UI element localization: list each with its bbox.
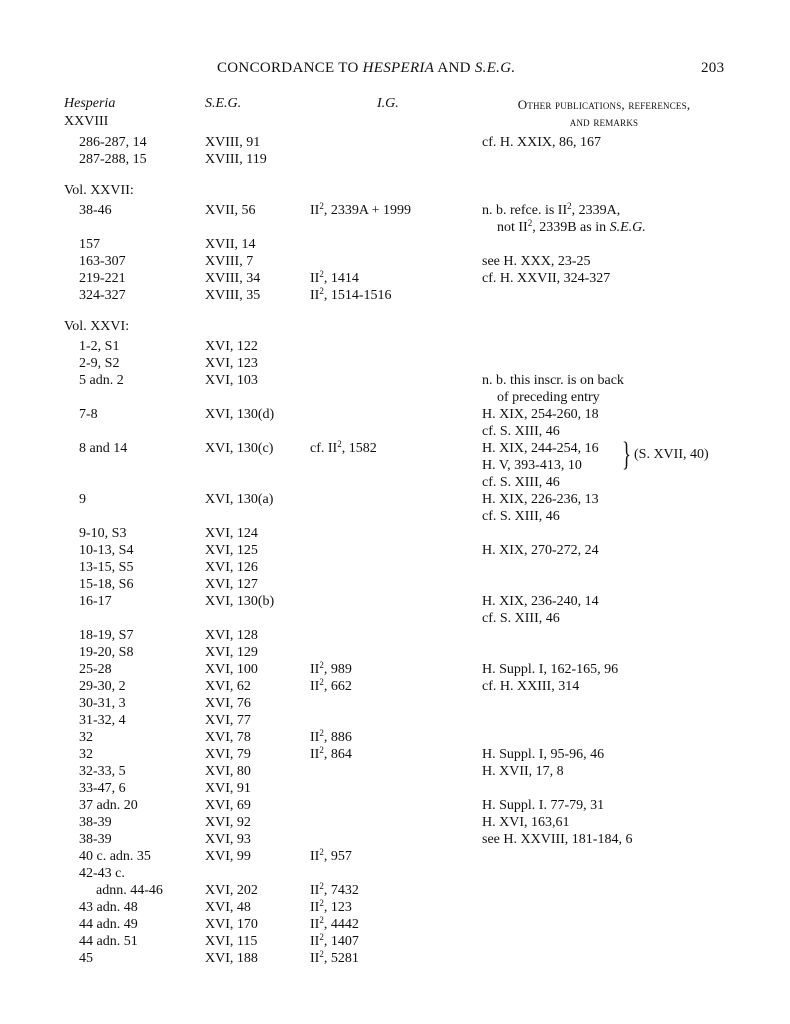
seg-cell: XVII, 56 [205, 203, 256, 218]
seg-cell: XVI, 99 [205, 849, 251, 864]
remark-cell: H. XVI, 163,61 [482, 815, 570, 830]
hesperia-cell: 157 [79, 237, 100, 252]
seg-cell: XVI, 124 [205, 526, 258, 541]
remark-cell: see H. XXVIII, 181-184, 6 [482, 832, 633, 847]
title-and: AND [434, 60, 475, 76]
seg-cell: XVIII, 34 [205, 271, 261, 286]
remark-cell: cf. H. XXIII, 314 [482, 679, 580, 694]
hesperia-cell: 219-221 [79, 271, 126, 286]
seg-cell: XVI, 100 [205, 662, 258, 677]
remark-cell: H. Suppl. I, 95-96, 46 [482, 747, 605, 762]
seg-cell: XVI, 78 [205, 730, 251, 745]
remark-continuation: cf. S. XIII, 46 [482, 611, 560, 626]
seg-cell: XVI, 77 [205, 713, 251, 728]
remark-cell: n. b. this inscr. is on back [482, 373, 624, 388]
seg-cell: XVI, 130(d) [205, 407, 275, 422]
remark-cell: see H. XXX, 23-25 [482, 254, 591, 269]
ig-cell: $II^2$, 864 [310, 745, 352, 762]
seg-cell: XVI, 130(a) [205, 492, 274, 507]
seg-cell: XVI, 92 [205, 815, 251, 830]
seg-cell: XVI, 93 [205, 832, 251, 847]
hesperia-cell: 25-28 [79, 662, 112, 677]
remark-continuation: not $II^2$, 2339B as in S.E.G. [497, 218, 646, 235]
seg-cell: XVIII, 7 [205, 254, 254, 269]
seg-cell: XVI, 62 [205, 679, 251, 694]
hesperia-cell: 19-20, S8 [79, 645, 134, 660]
seg-cell: XVI, 127 [205, 577, 258, 592]
hesperia-cell: 32 [79, 730, 93, 745]
title-hesperia: HESPERIA [362, 60, 435, 76]
hesperia-cell: 43 adn. 48 [79, 900, 138, 915]
column-header-other [479, 96, 729, 130]
hesperia-cell: 38-39 [79, 832, 112, 847]
hesperia-cell: 45 [79, 951, 93, 966]
hesperia-cell: 32 [79, 747, 93, 762]
hesperia-cell: 44 adn. 51 [79, 934, 138, 949]
seg-cell: XVI, 125 [205, 543, 258, 558]
hesperia-cell: 9-10, S3 [79, 526, 127, 541]
seg-cell: XVI, 103 [205, 373, 258, 388]
column-header-ig: I.G. [377, 96, 399, 111]
hesperia-cell: 32-33, 5 [79, 764, 126, 779]
brace-symbol: } [622, 436, 631, 473]
title-prefix: CONCORDANCE TO [217, 60, 363, 76]
hesperia-cell: 324-327 [79, 288, 126, 303]
volume-heading-xxvi: Vol. XXVI: [64, 319, 130, 334]
hesperia-cell: 18-19, S7 [79, 628, 134, 643]
seg-cell: XVIII, 91 [205, 135, 261, 150]
seg-cell: XVI, 69 [205, 798, 251, 813]
page-number: 203 [701, 60, 725, 76]
seg-cell: XVI, 76 [205, 696, 251, 711]
seg-cell: XVI, 48 [205, 900, 251, 915]
hesperia-cell: adnn. 44-46 [96, 883, 163, 898]
hesperia-cell: 286-287, 14 [79, 135, 147, 150]
title-seg: S.E.G. [474, 60, 516, 76]
seg-cell: XVI, 130(c) [205, 441, 274, 456]
seg-cell: XVII, 14 [205, 237, 256, 252]
seg-cell: XVI, 80 [205, 764, 251, 779]
volume-heading-xxviii: XXVIII [64, 114, 109, 129]
ig-cell: cf. $II^2$, 1582 [310, 439, 377, 456]
seg-cell: XVI, 123 [205, 356, 258, 371]
ig-cell: $II^2$, 1514-1516 [310, 286, 392, 303]
running-title [217, 60, 515, 77]
hesperia-cell: 40 c. adn. 35 [79, 849, 151, 864]
hesperia-cell: 163-307 [79, 254, 126, 269]
remark-cell: H. Suppl. I. 77-79, 31 [482, 798, 605, 813]
ig-cell: $II^2$, 886 [310, 728, 352, 745]
seg-cell: XVI, 130(b) [205, 594, 275, 609]
remark-cell: H. Suppl. I, 162-165, 96 [482, 662, 619, 677]
hesperia-cell: 5 adn. 2 [79, 373, 124, 388]
ig-cell: $II^2$, 5281 [310, 949, 359, 966]
seg-cell: XVI, 170 [205, 917, 258, 932]
seg-cell: XVI, 188 [205, 951, 258, 966]
ig-cell: $II^2$, 989 [310, 660, 352, 677]
hesperia-cell: 33-47, 6 [79, 781, 126, 796]
seg-cell: XVIII, 119 [205, 152, 267, 167]
ig-cell: $II^2$, 957 [310, 847, 352, 864]
hesperia-cell: 38-39 [79, 815, 112, 830]
seg-cell: XVI, 79 [205, 747, 251, 762]
hesperia-cell: 10-13, S4 [79, 543, 134, 558]
seg-cell: XVI, 128 [205, 628, 258, 643]
remark-continuation: of preceding entry [497, 390, 600, 405]
remark-cell: H. XIX, 244-254, 16 [482, 441, 599, 456]
hesperia-cell: 287-288, 15 [79, 152, 147, 167]
hesperia-cell: 1-2, S1 [79, 339, 120, 354]
seg-cell: XVI, 129 [205, 645, 258, 660]
seg-cell: XVI, 122 [205, 339, 258, 354]
column-header-hesperia: Hesperia [64, 96, 116, 111]
hesperia-cell: 2-9, S2 [79, 356, 120, 371]
ig-cell: $II^2$, 123 [310, 898, 352, 915]
hesperia-cell: 31-32, 4 [79, 713, 126, 728]
ig-cell: $II^2$, 1414 [310, 269, 359, 286]
hesperia-cell: 30-31, 3 [79, 696, 126, 711]
remark-continuation: cf. S. XIII, 46 [482, 509, 560, 524]
remark-cell: n. b. refce. is $II^2$, 2339A, [482, 201, 621, 218]
seg-cell: XVIII, 35 [205, 288, 261, 303]
ig-cell: $II^2$, 1407 [310, 932, 359, 949]
brace-note: (S. XVII, 40) [634, 447, 709, 462]
column-header-other-line1: Other publications, references, [517, 97, 691, 112]
remark-cell: H. XVII, 17, 8 [482, 764, 564, 779]
hesperia-cell: 13-15, S5 [79, 560, 134, 575]
seg-cell: XVI, 91 [205, 781, 251, 796]
hesperia-cell: 37 adn. 20 [79, 798, 138, 813]
remark-cell: H. XIX, 254-260, 18 [482, 407, 599, 422]
hesperia-cell: 44 adn. 49 [79, 917, 138, 932]
hesperia-cell: 7-8 [79, 407, 98, 422]
seg-cell: XVI, 202 [205, 883, 258, 898]
remark-continuation: cf. S. XIII, 46 [482, 475, 560, 490]
hesperia-cell: 42-43 c. [79, 866, 125, 881]
hesperia-cell: 9 [79, 492, 86, 507]
hesperia-cell: 16-17 [79, 594, 112, 609]
ig-cell: $II^2$, 7432 [310, 881, 359, 898]
ig-cell: $II^2$, 2339A + 1999 [310, 201, 412, 218]
seg-cell: XVI, 126 [205, 560, 258, 575]
ig-cell: $II^2$, 662 [310, 677, 352, 694]
remark-cell: cf. H. XXIX, 86, 167 [482, 135, 601, 150]
hesperia-cell: 8 and 14 [79, 441, 128, 456]
ig-cell: $II^2$, 4442 [310, 915, 359, 932]
volume-heading-xxvii: Vol. XXVII: [64, 183, 134, 198]
remark-continuation: H. V, 393-413, 10 [482, 458, 582, 473]
hesperia-cell: 29-30, 2 [79, 679, 126, 694]
remark-cell: H. XIX, 226-236, 13 [482, 492, 599, 507]
remark-continuation: cf. S. XIII, 46 [482, 424, 560, 439]
remark-cell: H. XIX, 236-240, 14 [482, 594, 599, 609]
hesperia-cell: 38-46 [79, 203, 112, 218]
hesperia-cell: 15-18, S6 [79, 577, 134, 592]
column-header-other-line2: and remarks [569, 114, 639, 129]
column-header-seg: S.E.G. [205, 96, 242, 111]
remark-cell: cf. H. XXVII, 324-327 [482, 271, 611, 286]
seg-cell: XVI, 115 [205, 934, 258, 949]
remark-cell: H. XIX, 270-272, 24 [482, 543, 599, 558]
